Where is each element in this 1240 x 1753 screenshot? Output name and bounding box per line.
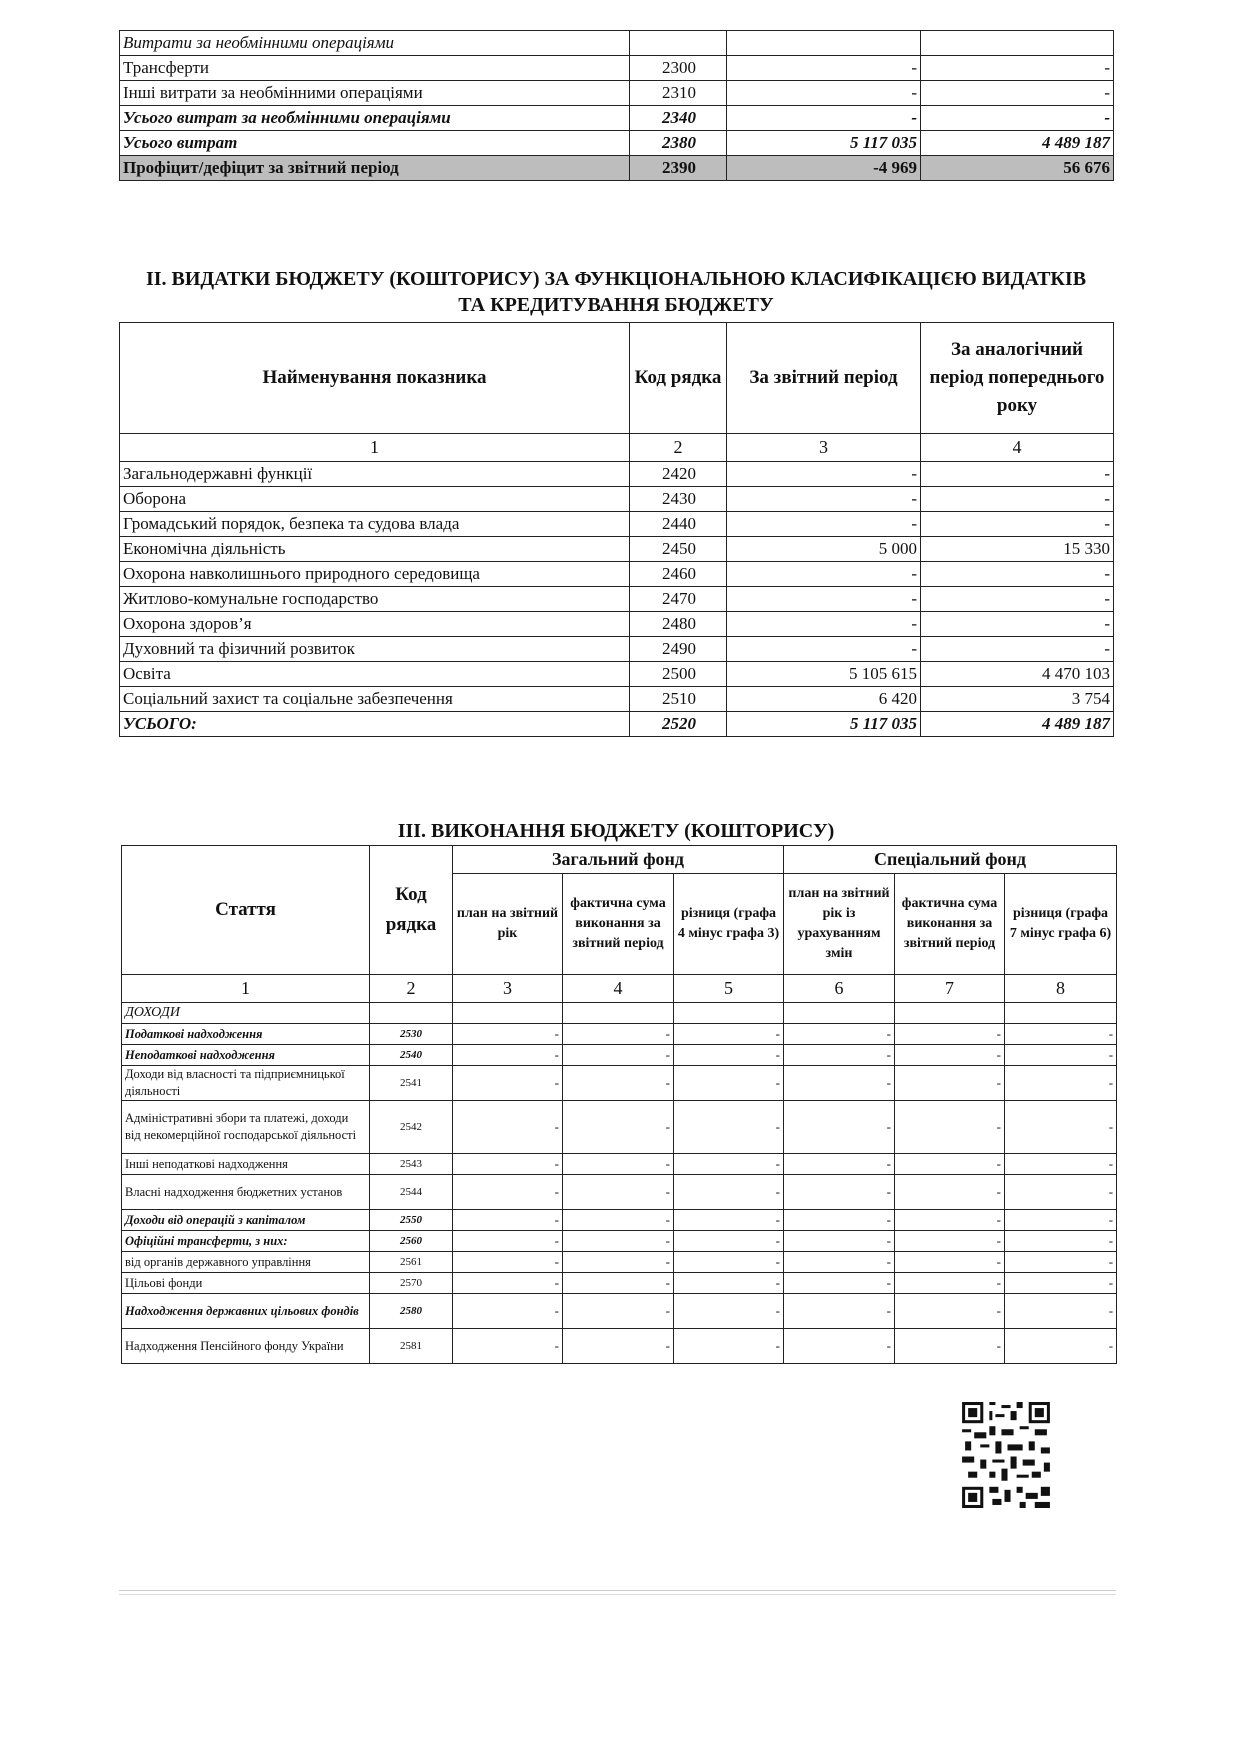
column-number: 3 <box>453 975 563 1003</box>
row-value: - <box>784 1329 895 1364</box>
header-article: Стаття <box>122 846 370 975</box>
qr-code-icon <box>962 1402 1050 1508</box>
table-row <box>120 537 1114 562</box>
row-code: 2544 <box>370 1175 453 1210</box>
row-value: - <box>895 1273 1005 1294</box>
row-value: - <box>895 1210 1005 1231</box>
row-previous: - <box>921 81 1114 106</box>
row-value: - <box>674 1252 784 1273</box>
table-row <box>120 662 1114 687</box>
row-value: - <box>563 1329 674 1364</box>
row-code: 2380 <box>630 131 727 156</box>
row-code: 2460 <box>630 562 727 587</box>
row-code <box>630 31 727 56</box>
column-number: 1 <box>122 975 370 1003</box>
row-previous: - <box>921 487 1114 512</box>
row-name: Надходження Пенсійного фонду України <box>122 1329 370 1364</box>
row-value: - <box>895 1252 1005 1273</box>
column-number: 2 <box>370 975 453 1003</box>
row-value: - <box>453 1252 563 1273</box>
row-current: - <box>727 56 921 81</box>
row-code: 2490 <box>630 637 727 662</box>
row-value: - <box>784 1294 895 1329</box>
column-number: 5 <box>674 975 784 1003</box>
table-row <box>120 81 1114 106</box>
row-value: - <box>563 1024 674 1045</box>
row-value: - <box>563 1231 674 1252</box>
row-current: 5 117 035 <box>727 131 921 156</box>
table-row <box>120 131 1114 156</box>
row-name: Усього витрат <box>120 131 630 156</box>
row-value: - <box>1005 1329 1117 1364</box>
row-name: Трансферти <box>120 56 630 81</box>
row-code: 2510 <box>630 687 727 712</box>
table-row <box>120 31 1114 56</box>
row-code: 2430 <box>630 487 727 512</box>
row-value: - <box>895 1294 1005 1329</box>
row-name: Неподаткові надходження <box>122 1045 370 1066</box>
row-value: - <box>784 1231 895 1252</box>
row-current <box>727 31 921 56</box>
row-current: - <box>727 462 921 487</box>
expenses-table <box>119 30 1114 181</box>
row-value: - <box>895 1175 1005 1210</box>
row-value: - <box>674 1024 784 1045</box>
table-row <box>122 1273 1117 1294</box>
row-name: Витрати за необмінними операціями <box>120 31 630 56</box>
row-value: - <box>895 1231 1005 1252</box>
row-code: 2570 <box>370 1273 453 1294</box>
table-row <box>120 712 1114 737</box>
row-value: - <box>563 1066 674 1101</box>
row-value: - <box>784 1024 895 1045</box>
header-code: Код рядка <box>630 323 727 434</box>
budget-execution-table <box>121 845 1117 1364</box>
header-general-plan: план на звітний рік <box>453 874 563 975</box>
row-previous: - <box>921 512 1114 537</box>
row-previous: 4 489 187 <box>921 712 1114 737</box>
table-row <box>122 1231 1117 1252</box>
column-number: 3 <box>727 434 921 462</box>
footer-divider <box>119 1590 1116 1595</box>
row-name: Профіцит/дефіцит за звітний період <box>120 156 630 181</box>
row-value: - <box>453 1231 563 1252</box>
row-previous: - <box>921 56 1114 81</box>
row-value: - <box>895 1024 1005 1045</box>
row-current: - <box>727 587 921 612</box>
row-current: - <box>727 612 921 637</box>
table-row <box>120 156 1114 181</box>
row-value: - <box>563 1154 674 1175</box>
row-value: - <box>1005 1045 1117 1066</box>
column-numbers-row <box>122 975 1117 1003</box>
row-code: 2542 <box>370 1101 453 1154</box>
column-number: 1 <box>120 434 630 462</box>
row-value: - <box>674 1329 784 1364</box>
table-row <box>120 687 1114 712</box>
row-previous: - <box>921 637 1114 662</box>
row-previous: - <box>921 587 1114 612</box>
table-row <box>122 1210 1117 1231</box>
row-value: - <box>784 1101 895 1154</box>
row-name: Надходження державних цільових фондів <box>122 1294 370 1329</box>
row-value: - <box>1005 1294 1117 1329</box>
row-current: - <box>727 106 921 131</box>
row-previous: 3 754 <box>921 687 1114 712</box>
row-previous: - <box>921 106 1114 131</box>
table-row <box>120 487 1114 512</box>
section2-title-line2: ТА КРЕДИТУВАННЯ БЮДЖЕТУ <box>458 294 774 316</box>
row-value: - <box>674 1210 784 1231</box>
row-name: Доходи від операцій з капіталом <box>122 1210 370 1231</box>
row-name: Оборона <box>120 487 630 512</box>
row-code: 2420 <box>630 462 727 487</box>
table-row <box>120 56 1114 81</box>
row-value: - <box>453 1154 563 1175</box>
row-previous: - <box>921 462 1114 487</box>
column-number: 6 <box>784 975 895 1003</box>
row-current: - <box>727 81 921 106</box>
row-previous: 4 489 187 <box>921 131 1114 156</box>
header-special-fact: фактична сума виконання за звітний період <box>895 874 1005 975</box>
row-current: - <box>727 562 921 587</box>
row-code: 2543 <box>370 1154 453 1175</box>
row-name: Соціальний захист та соціальне забезпечення <box>120 687 630 712</box>
column-number: 8 <box>1005 975 1117 1003</box>
row-value: - <box>1005 1252 1117 1273</box>
table-row <box>120 637 1114 662</box>
table-row <box>122 1024 1117 1045</box>
table-header <box>122 846 1117 874</box>
table-row <box>122 1066 1117 1101</box>
header-current: За звітний період <box>727 323 921 434</box>
row-value: - <box>1005 1101 1117 1154</box>
table-row <box>122 1154 1117 1175</box>
row-value: - <box>1005 1175 1117 1210</box>
row-current: - <box>727 487 921 512</box>
row-code: 2500 <box>630 662 727 687</box>
column-number: 4 <box>921 434 1114 462</box>
row-value: - <box>895 1101 1005 1154</box>
header-special-plan: план на звітний рік із урахуванням змін <box>784 874 895 975</box>
row-code: 2300 <box>630 56 727 81</box>
row-name: Загальнодержавні функції <box>120 462 630 487</box>
row-code: 2581 <box>370 1329 453 1364</box>
row-value: - <box>563 1175 674 1210</box>
row-value: - <box>1005 1273 1117 1294</box>
row-code: 2540 <box>370 1045 453 1066</box>
table-row <box>122 1175 1117 1210</box>
row-previous: 15 330 <box>921 537 1114 562</box>
row-value: - <box>1005 1024 1117 1045</box>
row-previous <box>921 31 1114 56</box>
row-value: - <box>1005 1154 1117 1175</box>
row-current: 5 000 <box>727 537 921 562</box>
row-value: - <box>895 1066 1005 1101</box>
table-row <box>120 512 1114 537</box>
row-value: - <box>1005 1210 1117 1231</box>
table-row <box>120 462 1114 487</box>
row-value: - <box>784 1066 895 1101</box>
row-code: 2440 <box>630 512 727 537</box>
row-code: 2561 <box>370 1252 453 1273</box>
row-value: - <box>563 1210 674 1231</box>
row-value: - <box>453 1045 563 1066</box>
table-row <box>120 562 1114 587</box>
row-name: Інші неподаткові надходження <box>122 1154 370 1175</box>
header-special-diff: різниця (графа 7 мінус графа 6) <box>1005 874 1117 975</box>
row-value: - <box>674 1101 784 1154</box>
row-code: 2520 <box>630 712 727 737</box>
row-value: - <box>895 1045 1005 1066</box>
row-name: Цільові фонди <box>122 1273 370 1294</box>
row-value: - <box>453 1273 563 1294</box>
row-name: Податкові надходження <box>122 1024 370 1045</box>
table-row <box>122 1329 1117 1364</box>
section2-title <box>119 266 1113 318</box>
row-value: - <box>1005 1066 1117 1101</box>
row-name: УСЬОГО: <box>120 712 630 737</box>
row-value: - <box>563 1273 674 1294</box>
column-number: 4 <box>563 975 674 1003</box>
row-name: Офіційні трансферти, з них: <box>122 1231 370 1252</box>
row-name: Житлово-комунальне господарство <box>120 587 630 612</box>
row-name: Власні надходження бюджетних установ <box>122 1175 370 1210</box>
group-row <box>122 1003 1117 1024</box>
row-code: 2340 <box>630 106 727 131</box>
row-value: - <box>453 1210 563 1231</box>
header-general-fund: Загальний фонд <box>453 846 784 874</box>
row-value: - <box>674 1154 784 1175</box>
row-code: 2560 <box>370 1231 453 1252</box>
section3-title: ІІІ. ВИКОНАННЯ БЮДЖЕТУ (КОШТОРИСУ) <box>397 820 835 842</box>
table-row <box>120 106 1114 131</box>
row-value: - <box>453 1175 563 1210</box>
row-current: 5 117 035 <box>727 712 921 737</box>
row-value: - <box>453 1024 563 1045</box>
row-previous: 56 676 <box>921 156 1114 181</box>
row-value: - <box>453 1294 563 1329</box>
row-value: - <box>453 1329 563 1364</box>
row-name: Економічна діяльність <box>120 537 630 562</box>
header-previous: За аналогічний період попереднього року <box>921 323 1114 434</box>
row-value: - <box>784 1273 895 1294</box>
row-name: Доходи від власності та підприємницької діяльності <box>122 1066 370 1101</box>
row-current: - <box>727 637 921 662</box>
column-numbers-row <box>120 434 1114 462</box>
row-value: - <box>784 1175 895 1210</box>
section2-title-line1: ІІ. ВИДАТКИ БЮДЖЕТУ (КОШТОРИСУ) ЗА ФУНКЦІОНАЛЬНОЮ КЛАСИФІКАЦІЄЮ ВИДАТКІВ <box>145 268 1087 290</box>
row-value: - <box>563 1045 674 1066</box>
row-value: - <box>784 1252 895 1273</box>
row-value: - <box>453 1066 563 1101</box>
row-code: 2550 <box>370 1210 453 1231</box>
row-value: - <box>453 1101 563 1154</box>
row-value: - <box>674 1231 784 1252</box>
row-value: - <box>784 1154 895 1175</box>
row-value: - <box>674 1273 784 1294</box>
row-name: від органів державного управління <box>122 1252 370 1273</box>
row-name: Охорона здоров’я <box>120 612 630 637</box>
row-current: 5 105 615 <box>727 662 921 687</box>
row-code: 2530 <box>370 1024 453 1045</box>
row-value: - <box>895 1154 1005 1175</box>
row-value: - <box>784 1210 895 1231</box>
row-value: - <box>674 1066 784 1101</box>
row-previous: - <box>921 562 1114 587</box>
row-value: - <box>784 1045 895 1066</box>
row-code: 2310 <box>630 81 727 106</box>
row-code: 2480 <box>630 612 727 637</box>
row-name: Адміністративні збори та платежі, доходи від некомерційної господарської діяльності <box>122 1101 370 1154</box>
row-name: Духовний та фізичний розвиток <box>120 637 630 662</box>
row-code: 2450 <box>630 537 727 562</box>
row-code: 2541 <box>370 1066 453 1101</box>
header-name: Найменування показника <box>120 323 630 434</box>
header-general-fact: фактична сума виконання за звітний період <box>563 874 674 975</box>
row-code: 2390 <box>630 156 727 181</box>
row-previous: - <box>921 612 1114 637</box>
row-current: -4 969 <box>727 156 921 181</box>
row-value: - <box>674 1175 784 1210</box>
row-current: 6 420 <box>727 687 921 712</box>
header-general-diff: різниця (графа 4 мінус графа 3) <box>674 874 784 975</box>
table-row <box>120 587 1114 612</box>
header-code: Код рядка <box>370 846 453 975</box>
row-name: Усього витрат за необмінними операціями <box>120 106 630 131</box>
row-name: Освіта <box>120 662 630 687</box>
row-code: 2580 <box>370 1294 453 1329</box>
row-name: Охорона навколишнього природного середовища <box>120 562 630 587</box>
column-number: 2 <box>630 434 727 462</box>
row-value: - <box>563 1294 674 1329</box>
table-header <box>120 323 1114 434</box>
row-name: Громадський порядок, безпека та судова влада <box>120 512 630 537</box>
table-row <box>122 1101 1117 1154</box>
table-row <box>120 612 1114 637</box>
row-current: - <box>727 512 921 537</box>
table-row <box>122 1045 1117 1066</box>
table-row <box>122 1294 1117 1329</box>
row-value: - <box>563 1252 674 1273</box>
group-label: ДОХОДИ <box>122 1003 370 1024</box>
row-value: - <box>895 1329 1005 1364</box>
row-value: - <box>1005 1231 1117 1252</box>
table-row <box>122 1252 1117 1273</box>
row-previous: 4 470 103 <box>921 662 1114 687</box>
row-value: - <box>674 1045 784 1066</box>
header-special-fund: Спеціальний фонд <box>784 846 1117 874</box>
row-code: 2470 <box>630 587 727 612</box>
functional-expenses-table <box>119 322 1114 737</box>
row-value: - <box>674 1294 784 1329</box>
row-value: - <box>563 1101 674 1154</box>
column-number: 7 <box>895 975 1005 1003</box>
row-name: Інші витрати за необмінними операціями <box>120 81 630 106</box>
